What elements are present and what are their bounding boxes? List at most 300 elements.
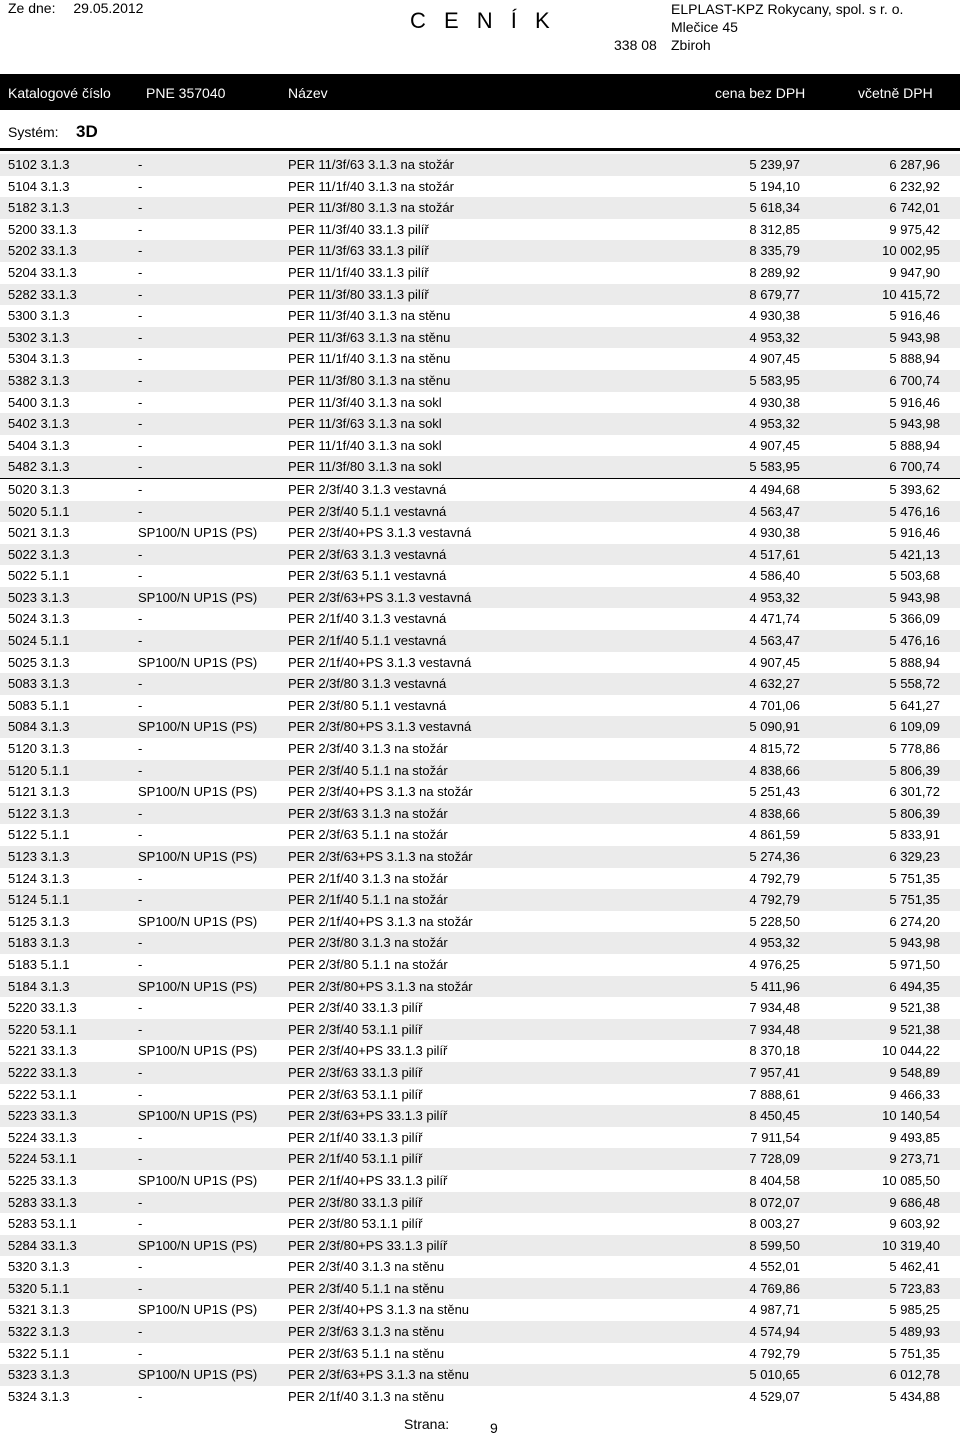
cell-code: 5024 5.1.1 (8, 633, 70, 649)
company-name: ELPLAST-KPZ Rokycany, spol. s r. o. (671, 1, 904, 17)
cell-vat: 5 943,98 (889, 416, 940, 432)
cell-price: 4 838,66 (749, 762, 800, 778)
cell-vat: 5 723,83 (889, 1280, 940, 1296)
cell-price: 5 583,95 (749, 459, 800, 475)
cell-vat: 5 751,35 (889, 1345, 940, 1361)
cell-vat: 5 985,25 (889, 1302, 940, 1318)
table-row (0, 176, 960, 198)
cell-name: PER 11/1f/40 3.1.3 na stožár (288, 178, 454, 194)
cell-code: 5123 3.1.3 (8, 849, 70, 864)
cell-pne: - (138, 351, 143, 367)
cell-code: 5183 3.1.3 (8, 935, 70, 951)
cell-price: 4 574,94 (749, 1324, 800, 1340)
cell-price: 8 072,07 (749, 1194, 800, 1210)
cell-pne: - (138, 437, 143, 453)
cell-code: 5125 3.1.3 (8, 913, 70, 929)
cell-pne: SP100/N UP1S (PS) (138, 1367, 258, 1383)
cell-name: PER 2/1f/40 5.1.1 vestavná (288, 633, 447, 649)
cell-price: 5 274,36 (749, 849, 800, 864)
cell-code: 5122 5.1.1 (8, 827, 70, 843)
table-row (0, 1386, 960, 1408)
cell-code: 5122 3.1.3 (8, 805, 70, 821)
cell-code: 5282 33.1.3 (8, 286, 77, 302)
cell-vat: 5 476,16 (889, 633, 940, 649)
date-value: 29.05.2012 (73, 0, 144, 16)
cell-vat: 5 916,46 (889, 308, 940, 324)
cell-pne: - (138, 1086, 143, 1102)
cell-vat: 5 943,98 (889, 935, 940, 951)
page-label: Strana: (404, 1416, 450, 1432)
cell-vat: 5 778,86 (889, 741, 940, 757)
cell-pne: - (138, 178, 143, 194)
cell-name: PER 2/3f/80+PS 3.1.3 na stožár (288, 978, 473, 994)
cell-code: 5223 33.1.3 (8, 1108, 77, 1124)
cell-name: PER 2/3f/40 3.1.3 na stěnu (288, 1259, 445, 1275)
cell-vat: 5 943,98 (889, 329, 940, 345)
cell-price: 5 411,96 (750, 978, 800, 994)
cell-pne: - (138, 1388, 143, 1404)
table-row (0, 976, 960, 998)
cell-code: 5120 3.1.3 (8, 741, 70, 757)
table-row (0, 456, 960, 478)
cell-price: 7 728,09 (749, 1151, 800, 1167)
cell-pne: - (138, 870, 143, 886)
column-header-vat: včetně DPH (858, 85, 933, 101)
cell-code: 5404 3.1.3 (8, 437, 70, 453)
cell-vat: 10 415,72 (882, 286, 940, 302)
cell-name: PER 11/1f/40 3.1.3 na stěnu (288, 351, 451, 367)
cell-vat: 9 521,38 (889, 1021, 940, 1037)
table-row (0, 1278, 960, 1300)
cell-vat: 6 109,09 (889, 719, 940, 735)
cell-name: PER 2/1f/40+PS 3.1.3 na stožár (288, 913, 473, 929)
price-table (0, 154, 960, 1407)
cell-name: PER 2/3f/40 33.1.3 pilíř (288, 1000, 423, 1016)
system-label: Systém: (8, 124, 59, 140)
table-row (0, 846, 960, 868)
cell-code: 5200 33.1.3 (8, 221, 77, 237)
cell-pne: - (138, 286, 143, 302)
table-row (0, 262, 960, 284)
table-row (0, 154, 960, 176)
cell-pne: - (138, 308, 143, 324)
cell-vat: 5 641,27 (889, 697, 940, 713)
cell-name: PER 2/3f/40 5.1.1 vestavná (288, 503, 447, 519)
cell-price: 5 194,10 (749, 178, 800, 194)
cell-vat: 9 548,89 (889, 1064, 940, 1080)
cell-code: 5302 3.1.3 (8, 329, 70, 345)
cell-pne: SP100/N UP1S (PS) (138, 1237, 258, 1253)
cell-price: 8 289,92 (749, 264, 800, 280)
table-row (0, 1256, 960, 1278)
date-label: Ze dne: (8, 0, 56, 16)
cell-pne: - (138, 805, 143, 821)
cell-vat: 5 421,13 (889, 546, 940, 562)
cell-code: 5222 33.1.3 (8, 1064, 77, 1080)
cell-vat: 5 751,35 (889, 870, 940, 886)
cell-name: PER 11/3f/80 3.1.3 na sokl (288, 459, 442, 475)
cell-code: 5120 5.1.1 (8, 762, 70, 778)
cell-name: PER 2/3f/63+PS 3.1.3 vestavná (288, 589, 472, 605)
table-row (0, 1213, 960, 1235)
table-row (0, 760, 960, 782)
cell-price: 5 010,65 (749, 1367, 800, 1383)
cell-price: 4 563,47 (749, 633, 800, 649)
cell-name: PER 2/3f/80 5.1.1 na stožár (288, 956, 448, 972)
cell-name: PER 2/3f/40 53.1.1 pilíř (288, 1021, 423, 1037)
cell-pne: - (138, 394, 143, 410)
cell-pne: SP100/N UP1S (PS) (138, 849, 258, 864)
table-row (0, 1019, 960, 1041)
cell-pne: - (138, 1021, 143, 1037)
cell-vat: 5 888,94 (889, 351, 940, 367)
cell-price: 5 583,95 (749, 372, 800, 388)
cell-vat: 9 975,42 (889, 221, 940, 237)
cell-vat: 5 489,93 (889, 1324, 940, 1340)
cell-vat: 5 476,16 (889, 503, 940, 519)
cell-vat: 5 916,46 (889, 525, 940, 541)
table-row (0, 392, 960, 414)
table-row (0, 781, 960, 803)
cell-code: 5184 3.1.3 (8, 978, 70, 994)
system-label-block (8, 122, 98, 141)
cell-code: 5284 33.1.3 (8, 1237, 77, 1253)
cell-pne: - (138, 546, 143, 562)
cell-code: 5022 3.1.3 (8, 546, 70, 562)
cell-pne: - (138, 1151, 143, 1167)
cell-vat: 5 366,09 (889, 611, 940, 627)
cell-pne: - (138, 1216, 143, 1232)
cell-name: PER 11/3f/80 3.1.3 na stěnu (288, 372, 451, 388)
cell-name: PER 11/3f/63 33.1.3 pilíř (288, 243, 429, 259)
cell-name: PER 2/1f/40+PS 33.1.3 pilíř (288, 1172, 448, 1188)
table-row (0, 824, 960, 846)
table-row (0, 1040, 960, 1062)
cell-vat: 6 287,96 (889, 157, 940, 172)
cell-price: 8 599,50 (749, 1237, 800, 1253)
cell-pne: - (138, 264, 143, 280)
cell-vat: 5 806,39 (889, 762, 940, 778)
cell-vat: 9 603,92 (889, 1216, 940, 1232)
cell-pne: - (138, 697, 143, 713)
cell-price: 8 312,85 (749, 221, 800, 237)
cell-vat: 5 558,72 (889, 676, 940, 692)
cell-pne: - (138, 416, 143, 432)
cell-vat: 5 751,35 (889, 892, 940, 908)
cell-pne: - (138, 329, 143, 345)
cell-code: 5182 3.1.3 (8, 200, 70, 216)
cell-pne: - (138, 243, 143, 259)
cell-price: 4 907,45 (749, 654, 800, 670)
cell-code: 5220 53.1.1 (8, 1021, 77, 1037)
cell-price: 5 239,97 (749, 157, 800, 172)
cell-price: 4 861,59 (749, 827, 800, 843)
cell-vat: 9 521,38 (889, 1000, 940, 1016)
cell-name: PER 11/3f/40 33.1.3 pilíř (288, 221, 429, 237)
cell-name: PER 2/3f/80+PS 33.1.3 pilíř (288, 1237, 448, 1253)
cell-vat: 5 833,91 (889, 827, 940, 843)
cell-price: 8 370,18 (749, 1043, 800, 1059)
cell-vat: 5 503,68 (889, 568, 940, 584)
cell-name: PER 11/1f/40 33.1.3 pilíř (288, 264, 429, 280)
cell-name: PER 2/3f/63 3.1.3 na stožár (288, 805, 448, 821)
cell-vat: 10 002,95 (882, 243, 940, 259)
cell-vat: 9 273,71 (889, 1151, 940, 1167)
cell-price: 7 934,48 (749, 1021, 800, 1037)
cell-price: 4 632,27 (749, 676, 800, 692)
cell-code: 5124 3.1.3 (8, 870, 70, 886)
cell-name: PER 2/3f/63 5.1.1 vestavná (288, 568, 447, 584)
cell-price: 7 957,41 (749, 1064, 800, 1080)
cell-pne: SP100/N UP1S (PS) (138, 1172, 258, 1188)
cell-price: 4 930,38 (749, 394, 800, 410)
page-title: C E N Í K (410, 8, 556, 33)
cell-vat: 9 493,85 (889, 1129, 940, 1145)
cell-price: 4 930,38 (749, 308, 800, 324)
cell-price: 8 404,58 (749, 1172, 800, 1188)
cell-name: PER 2/1f/40 53.1.1 pilíř (288, 1151, 423, 1167)
cell-code: 5320 3.1.3 (8, 1259, 70, 1275)
table-row (0, 1062, 960, 1084)
cell-name: PER 2/1f/40 3.1.3 na stěnu (288, 1388, 445, 1404)
cell-pne: - (138, 481, 143, 497)
cell-name: PER 11/3f/63 3.1.3 na stěnu (288, 329, 451, 345)
cell-name: PER 2/3f/63 5.1.1 na stěnu (288, 1345, 445, 1361)
cell-price: 4 953,32 (749, 935, 800, 951)
cell-vat: 10 140,54 (882, 1108, 940, 1124)
table-row (0, 522, 960, 544)
cell-name: PER 2/3f/63 3.1.3 na stěnu (288, 1324, 445, 1340)
cell-vat: 5 393,62 (889, 481, 940, 497)
cell-price: 5 618,34 (749, 200, 800, 216)
cell-code: 5025 3.1.3 (8, 654, 70, 670)
cell-name: PER 2/3f/80 3.1.3 na stožár (288, 935, 448, 951)
table-row (0, 673, 960, 695)
cell-vat: 6 742,01 (889, 200, 940, 216)
cell-price: 4 517,61 (749, 546, 800, 562)
cell-code: 5283 53.1.1 (8, 1216, 77, 1232)
cell-code: 5324 3.1.3 (8, 1388, 70, 1404)
cell-pne: - (138, 1000, 143, 1016)
cell-name: PER 2/3f/80 3.1.3 vestavná (288, 676, 447, 692)
cell-name: PER 11/3f/40 3.1.3 na stěnu (288, 308, 451, 324)
cell-name: PER 11/3f/80 3.1.3 na stožár (288, 200, 454, 216)
cell-vat: 5 462,41 (889, 1259, 940, 1275)
cell-price: 4 815,72 (749, 741, 800, 757)
table-row (0, 608, 960, 630)
cell-name: PER 11/3f/63 3.1.3 na sokl (288, 416, 442, 432)
cell-vat: 10 044,22 (882, 1043, 940, 1059)
page-number: 9 (490, 1420, 498, 1436)
cell-vat: 10 319,40 (882, 1237, 940, 1253)
cell-name: PER 2/3f/40 5.1.1 na stěnu (288, 1280, 445, 1296)
cell-vat: 6 012,78 (889, 1367, 940, 1383)
cell-code: 5220 33.1.3 (8, 1000, 77, 1016)
cell-code: 5221 33.1.3 (8, 1043, 77, 1059)
cell-name: PER 2/1f/40+PS 3.1.3 vestavná (288, 654, 472, 670)
table-row (0, 240, 960, 262)
cell-code: 5222 53.1.1 (8, 1086, 77, 1102)
cell-vat: 5 916,46 (889, 394, 940, 410)
table-row (0, 1235, 960, 1257)
table-row (0, 932, 960, 954)
cell-code: 5283 33.1.3 (8, 1194, 77, 1210)
cell-pne: - (138, 892, 143, 908)
column-header-name: Název (288, 85, 328, 101)
cell-pne: - (138, 611, 143, 627)
cell-price: 4 552,01 (749, 1259, 800, 1275)
cell-name: PER 2/3f/80 5.1.1 vestavná (288, 697, 447, 713)
cell-vat: 6 301,72 (889, 784, 940, 800)
cell-code: 5204 33.1.3 (8, 264, 77, 280)
table-row (0, 1084, 960, 1106)
cell-pne: - (138, 762, 143, 778)
cell-code: 5023 3.1.3 (8, 589, 70, 605)
cell-code: 5020 5.1.1 (8, 503, 70, 519)
cell-pne: - (138, 676, 143, 692)
column-header-price: cena bez DPH (715, 85, 806, 101)
cell-code: 5321 3.1.3 (8, 1302, 70, 1318)
system-value: 3D (76, 122, 98, 141)
cell-price: 4 907,45 (749, 351, 800, 367)
table-row (0, 305, 960, 327)
cell-price: 4 953,32 (749, 416, 800, 432)
cell-code: 5382 3.1.3 (8, 372, 70, 388)
cell-vat: 5 888,94 (889, 654, 940, 670)
table-row (0, 370, 960, 392)
cell-price: 4 529,07 (749, 1388, 800, 1404)
cell-vat: 5 943,98 (889, 589, 940, 605)
cell-pne: - (138, 200, 143, 216)
cell-code: 5304 3.1.3 (8, 351, 70, 367)
cell-pne: - (138, 1345, 143, 1361)
cell-name: PER 11/1f/40 3.1.3 na sokl (288, 437, 442, 453)
table-row (0, 544, 960, 566)
cell-pne: SP100/N UP1S (PS) (138, 978, 258, 994)
cell-name: PER 2/3f/40+PS 3.1.3 na stožár (288, 784, 473, 800)
cell-vat: 6 494,35 (889, 978, 940, 994)
company-street: Mlečice 45 (671, 19, 738, 35)
cell-code: 5083 3.1.3 (8, 676, 70, 692)
cell-code: 5225 33.1.3 (8, 1172, 77, 1188)
cell-pne: SP100/N UP1S (PS) (138, 654, 258, 670)
cell-vat: 6 274,20 (889, 913, 940, 929)
cell-code: 5124 5.1.1 (8, 892, 70, 908)
cell-price: 7 934,48 (749, 1000, 800, 1016)
cell-price: 4 563,47 (749, 503, 800, 519)
cell-code: 5104 3.1.3 (8, 178, 70, 194)
cell-name: PER 2/3f/63+PS 33.1.3 pilíř (288, 1108, 448, 1124)
cell-pne: SP100/N UP1S (PS) (138, 784, 258, 800)
cell-pne: - (138, 1324, 143, 1340)
table-row (0, 1364, 960, 1386)
cell-code: 5322 3.1.3 (8, 1324, 70, 1340)
table-row (0, 954, 960, 976)
cell-price: 5 251,43 (749, 784, 800, 800)
cell-price: 4 586,40 (749, 568, 800, 584)
cell-name: PER 2/3f/63 53.1.1 pilíř (288, 1086, 423, 1102)
table-row (0, 868, 960, 890)
cell-code: 5323 3.1.3 (8, 1367, 70, 1383)
cell-price: 5 228,50 (749, 913, 800, 929)
cell-price: 4 838,66 (749, 805, 800, 821)
cell-code: 5022 5.1.1 (8, 568, 70, 584)
cell-code: 5482 3.1.3 (8, 459, 70, 475)
cell-pne: SP100/N UP1S (PS) (138, 1043, 258, 1059)
cell-name: PER 2/3f/40+PS 33.1.3 pilíř (288, 1043, 448, 1059)
cell-vat: 5 971,50 (889, 956, 940, 972)
cell-name: PER 2/1f/40 3.1.3 vestavná (288, 611, 447, 627)
table-row (0, 327, 960, 349)
cell-code: 5020 3.1.3 (8, 481, 70, 497)
cell-pne: SP100/N UP1S (PS) (138, 913, 258, 929)
cell-price: 4 792,79 (749, 1345, 800, 1361)
cell-pne: SP100/N UP1S (PS) (138, 719, 258, 735)
cell-pne: - (138, 935, 143, 951)
cell-pne: - (138, 1280, 143, 1296)
cell-price: 4 701,06 (749, 697, 800, 713)
column-header-pne: PNE 357040 (146, 85, 226, 101)
table-row (0, 911, 960, 933)
cell-code: 5102 3.1.3 (8, 157, 70, 172)
cell-pne: - (138, 1129, 143, 1145)
company-zip: 338 08 (614, 37, 657, 53)
cell-code: 5024 3.1.3 (8, 611, 70, 627)
table-row (0, 1105, 960, 1127)
cell-price: 4 987,71 (749, 1302, 800, 1318)
table-row (0, 997, 960, 1019)
cell-code: 5402 3.1.3 (8, 416, 70, 432)
column-header-bar (0, 74, 960, 110)
cell-code: 5083 5.1.1 (8, 697, 70, 713)
cell-vat: 6 232,92 (889, 178, 940, 194)
cell-price: 4 792,79 (749, 870, 800, 886)
cell-code: 5121 3.1.3 (8, 784, 70, 800)
cell-vat: 6 700,74 (889, 459, 940, 475)
cell-pne: - (138, 568, 143, 584)
cell-price: 7 888,61 (749, 1086, 800, 1102)
table-row (0, 435, 960, 457)
cell-price: 4 907,45 (749, 437, 800, 453)
table-row (0, 565, 960, 587)
cell-pne: - (138, 1064, 143, 1080)
cell-pne: - (138, 372, 143, 388)
cell-price: 8 679,77 (749, 286, 800, 302)
table-row (0, 413, 960, 435)
table-row (0, 1170, 960, 1192)
cell-code: 5021 3.1.3 (8, 525, 70, 541)
cell-pne: - (138, 956, 143, 972)
cell-price: 4 930,38 (749, 525, 800, 541)
cell-pne: - (138, 1194, 143, 1210)
cell-vat: 9 686,48 (889, 1194, 940, 1210)
column-header-code: Katalogové číslo (8, 85, 111, 101)
cell-pne: SP100/N UP1S (PS) (138, 1108, 258, 1124)
cell-price: 4 976,25 (749, 956, 800, 972)
cell-price: 4 792,79 (749, 892, 800, 908)
cell-price: 5 090,91 (749, 719, 800, 735)
cell-vat: 5 806,39 (889, 805, 940, 821)
cell-price: 8 003,27 (749, 1216, 800, 1232)
cell-vat: 5 434,88 (889, 1388, 940, 1404)
cell-name: PER 11/3f/80 33.1.3 pilíř (288, 286, 429, 302)
table-row (0, 695, 960, 717)
cell-name: PER 2/3f/40 3.1.3 na stožár (288, 741, 448, 757)
cell-name: PER 2/1f/40 33.1.3 pilíř (288, 1129, 423, 1145)
table-row (0, 652, 960, 674)
cell-pne: - (138, 221, 143, 237)
table-row (0, 587, 960, 609)
